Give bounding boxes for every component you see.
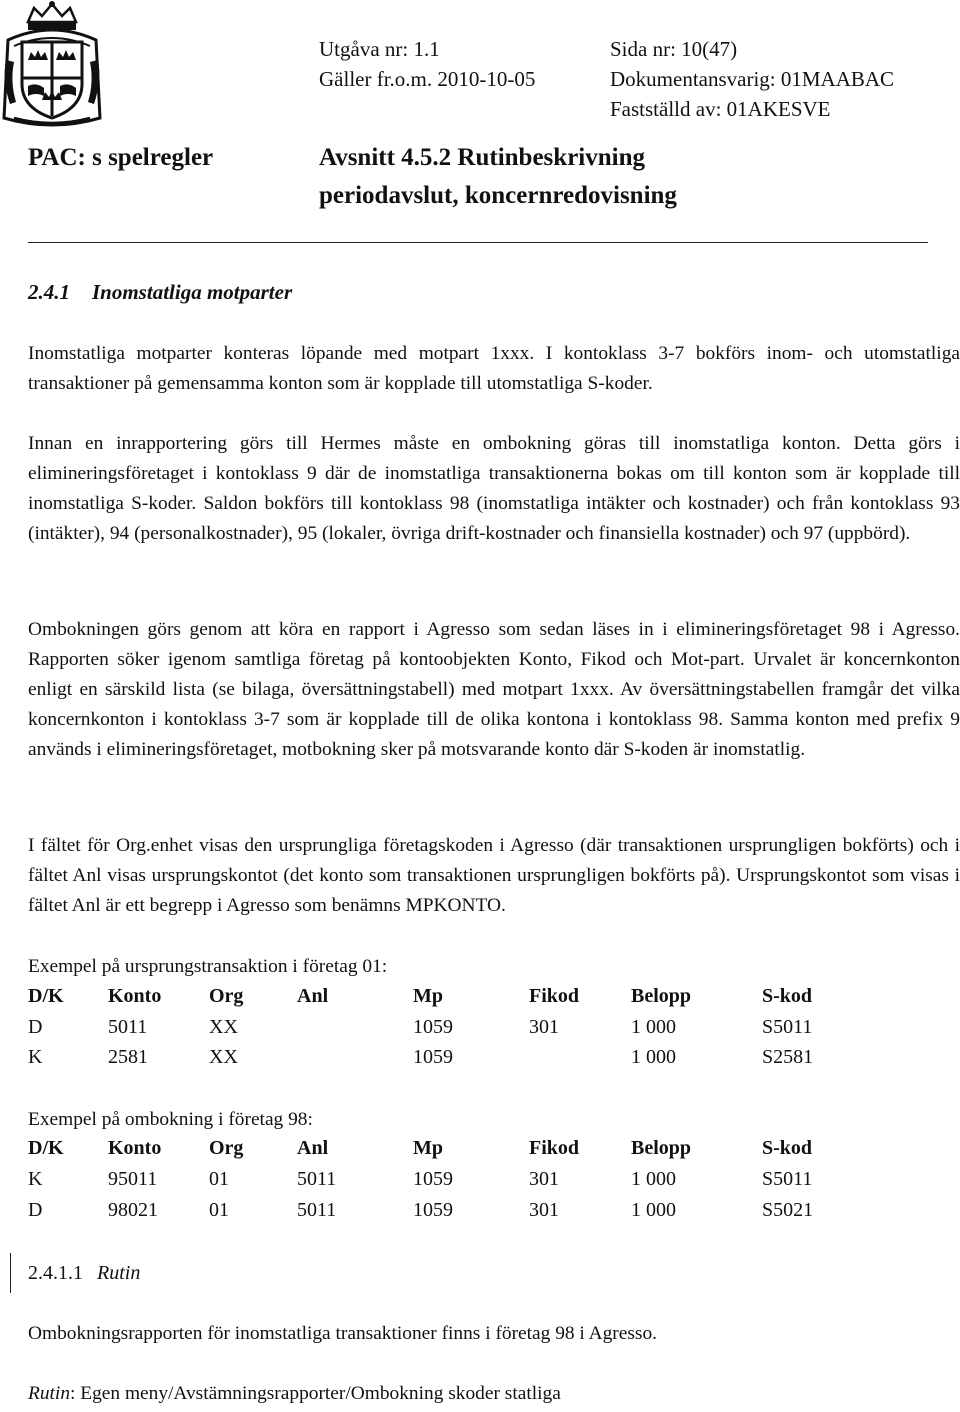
table-row <box>0 1168 960 1198</box>
table-cell: 301 <box>529 1199 559 1221</box>
table-cell: 01 <box>209 1168 229 1190</box>
header-valid-from: Gäller fr.o.m. 2010-10-05 <box>319 67 536 91</box>
table-cell: 98021 <box>108 1199 158 1221</box>
table-row <box>0 1016 960 1046</box>
table-cell: S2581 <box>762 1046 814 1068</box>
example2-header-row <box>0 1137 960 1167</box>
column-header: Konto <box>108 1137 162 1159</box>
table-cell: 301 <box>529 1168 559 1190</box>
column-header: Fikod <box>529 1137 580 1159</box>
column-header: Anl <box>297 985 329 1007</box>
table-cell: 5011 <box>297 1199 337 1221</box>
table-cell: 1 000 <box>631 1046 676 1068</box>
rutin-path-label: Rutin <box>28 1383 71 1404</box>
section-heading-line1: Avsnitt 4.5.2 Rutinbeskrivning <box>319 144 645 171</box>
column-header: Fikod <box>529 985 580 1007</box>
table-cell: 1059 <box>413 1168 453 1190</box>
rutin-description: Ombokningsrapporten för inomstatliga transaktioner finns i företag 98 i Agresso. <box>28 1323 657 1344</box>
paragraph-2: Innan en inrapportering görs till Hermes måste en ombokning göras till inomstatliga konton. Detta görs i elimineringsföretaget i kontoklass 9 där de inomstatliga transaktionerna bokas om till konton som är kopplade till inomstatliga S-koder. Saldon bokförs till kontoklass 98 (inomstatliga intäkter och kostnader) och från kontoklass 93 (intäkter), 94 (personalkostnader), 95 (lokaler, övriga drift-kostnader och finansiella kostnader) och 97 (uppbörd). <box>28 433 960 544</box>
example1-caption: Exempel på ursprungstransaktion i företag 01: <box>28 956 388 977</box>
column-header: Anl <box>297 1137 329 1159</box>
revision-change-bar <box>10 1253 11 1293</box>
table-cell: K <box>28 1046 43 1068</box>
column-header: D/K <box>28 985 64 1007</box>
subsection-title: Rutin <box>97 1262 141 1284</box>
column-header: S-kod <box>762 985 813 1007</box>
table-cell: XX <box>209 1016 238 1038</box>
table-cell: 1059 <box>413 1046 453 1068</box>
paragraph-1: Inomstatliga motparter konteras löpande med motpart 1xxx. I kontoklass 3-7 bokförs inom- och utomstatliga transaktioner på gemensamma konton som är kopplade till utomstatliga S-koder. <box>28 343 960 394</box>
column-header: Belopp <box>631 985 692 1007</box>
table-cell: 1059 <box>413 1199 453 1221</box>
rutin-path-value: Egen meny/Avstämningsrapporter/Ombokning skoder statliga <box>75 1383 561 1404</box>
document-title: PAC: s spelregler <box>28 144 214 171</box>
column-header: D/K <box>28 1137 64 1159</box>
paragraph-4: I fältet för Org.enhet visas den ursprungliga företagskoden i Agresso (där transaktionen ursprungligen bokförts) och i fältet Anl visas ursprungskontot (det konto som transaktionen ursprungligen bokförts på). Ursprungskontot som visas i fältet Anl är ett begrepp i Agresso som benämns MPKONTO. <box>28 835 960 916</box>
column-header: Belopp <box>631 1137 692 1159</box>
rutin-path-separator: : <box>70 1383 76 1404</box>
example2-caption: Exempel på ombokning i företag 98: <box>28 1109 313 1130</box>
column-header: Mp <box>413 985 443 1007</box>
table-row <box>0 1046 960 1076</box>
government-coat-of-arms-icon <box>0 0 104 130</box>
example1-header-row <box>0 985 960 1015</box>
subsection-number: 2.4.1.1 <box>28 1262 83 1284</box>
header-page-number: Sida nr: 10(47) <box>610 37 738 61</box>
column-header: S-kod <box>762 1137 813 1159</box>
rutin-path <box>28 1383 561 1405</box>
table-cell: S5021 <box>762 1199 814 1221</box>
table-cell: 95011 <box>108 1168 158 1190</box>
section-number: 2.4.1 <box>28 280 70 304</box>
table-cell: K <box>28 1168 43 1190</box>
table-cell: 1 000 <box>631 1199 676 1221</box>
table-cell: 5011 <box>297 1168 337 1190</box>
subsection-heading <box>28 1262 140 1285</box>
table-cell: 2581 <box>108 1046 148 1068</box>
table-cell: 5011 <box>108 1016 148 1038</box>
header-divider <box>28 242 928 243</box>
coat-of-arms-logo <box>0 0 104 130</box>
header-version: Utgåva nr: 1.1 <box>319 37 440 61</box>
table-cell: 01 <box>209 1199 229 1221</box>
table-cell: 1 000 <box>631 1016 676 1038</box>
column-header: Org <box>209 1137 244 1159</box>
table-row <box>0 1199 960 1229</box>
section-title: Inomstatliga motparter <box>92 280 293 304</box>
table-cell: D <box>28 1016 43 1038</box>
table-cell: 301 <box>529 1016 559 1038</box>
section-heading <box>28 280 292 305</box>
table-cell: S5011 <box>762 1168 813 1190</box>
column-header: Mp <box>413 1137 443 1159</box>
header-document-owner: Dokumentansvarig: 01MAABAC <box>610 67 895 91</box>
table-cell: D <box>28 1199 43 1221</box>
header-approved-by: Fastställd av: 01AKESVE <box>610 97 831 121</box>
column-header: Org <box>209 985 244 1007</box>
paragraph-3: Ombokningen görs genom att köra en rapport i Agresso som sedan läses in i elimineringsföretaget 98 i Agresso. Rapporten söker igenom samtliga företag på kontoobjekten Konto, Fikod och Mot-part. Urvalet är koncernkonton enligt en särskild lista (se bilaga, översättningstabell) med motpart 1xxx. Av översättningstabellen framgår det vilka koncernkonton i kontoklass 3-7 som är kopplade till de olika kontona i kontoklass 98. Samma konton med prefix 9 används i elimineringsföretaget, motbokning sker på motsvarande konto där S-koden är inomstatlig. <box>28 619 960 760</box>
column-header: Konto <box>108 985 162 1007</box>
table-cell: 1059 <box>413 1016 453 1038</box>
table-cell: XX <box>209 1046 238 1068</box>
table-cell: S5011 <box>762 1016 813 1038</box>
table-cell: 1 000 <box>631 1168 676 1190</box>
section-heading-line2: periodavslut, koncernredovisning <box>319 182 677 209</box>
